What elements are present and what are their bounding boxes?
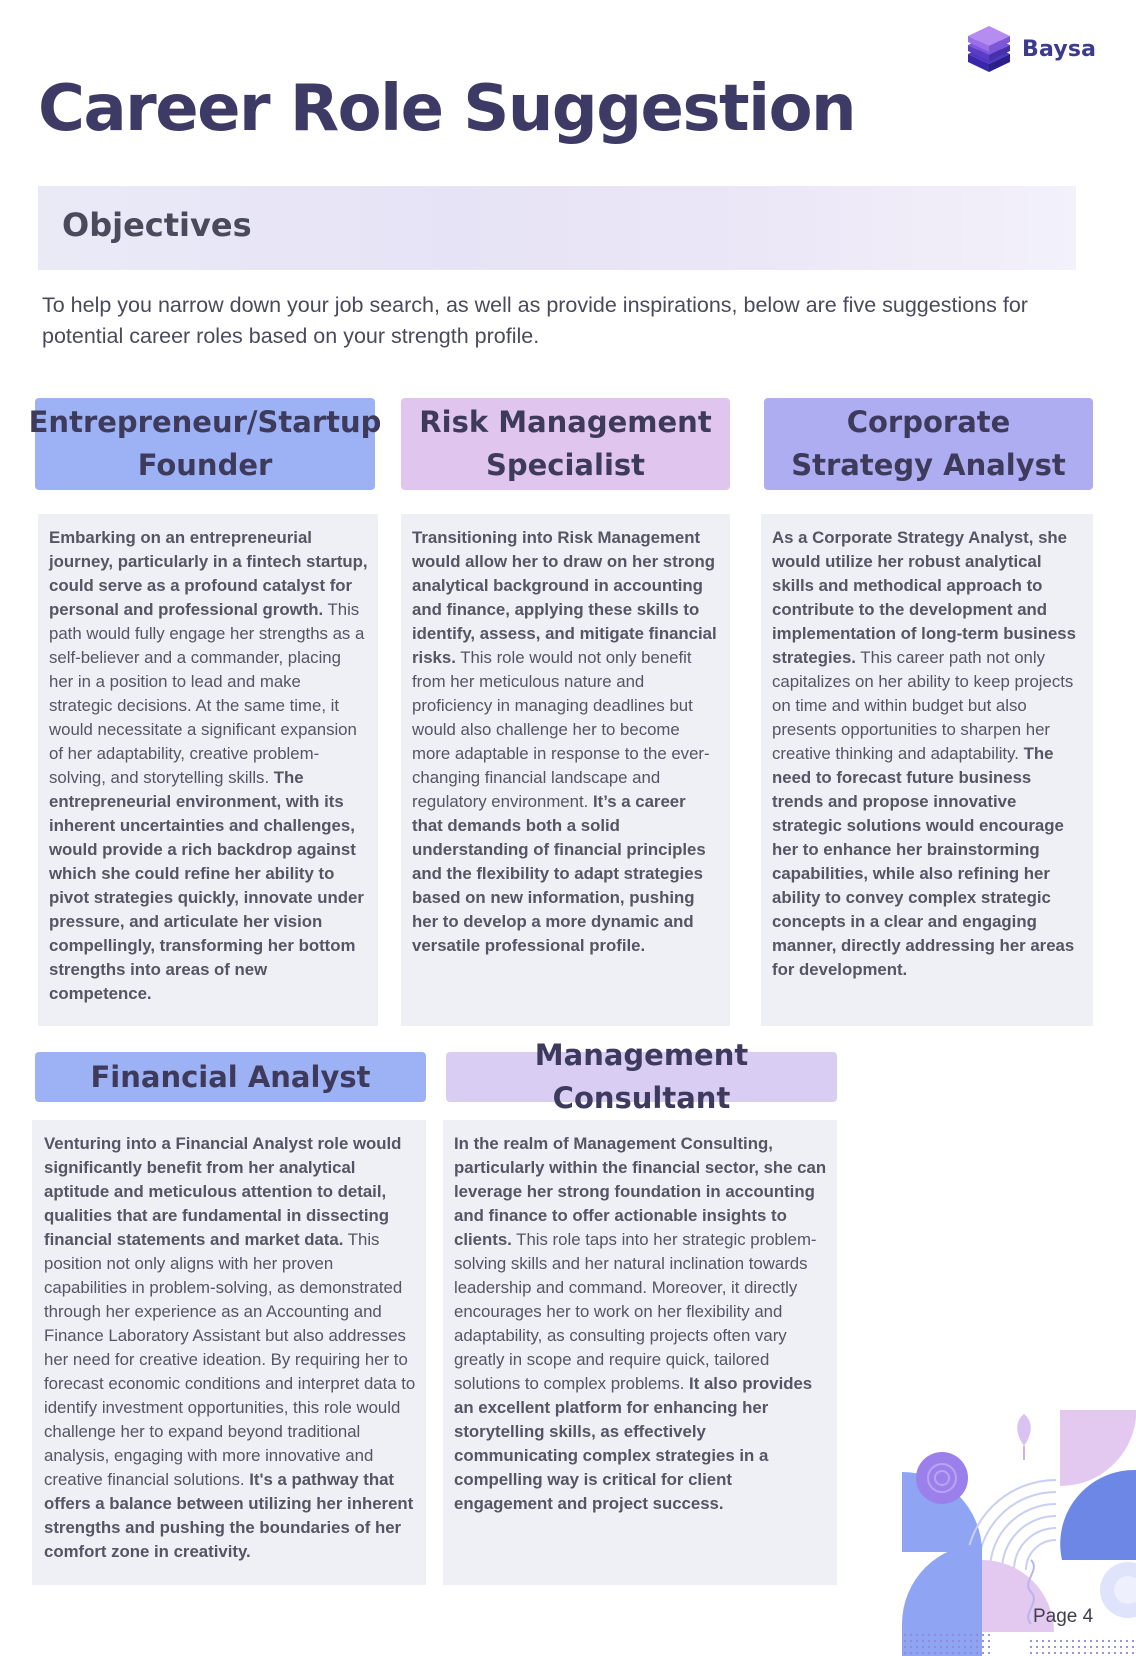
role-closing: It also provides an excellent platform for enhancing her storytelling skills, as effectively communicating complex strategies in a compelling way is critical for client engagement and project success. bbox=[454, 1374, 813, 1513]
role-title-management-consultant: Management Consultant bbox=[446, 1052, 837, 1102]
objectives-heading: Objectives bbox=[62, 206, 252, 244]
role-description-corporate-strategy bbox=[761, 514, 1093, 1026]
role-description-entrepreneur bbox=[38, 514, 378, 1026]
role-title-corporate-strategy: Corporate Strategy Analyst bbox=[764, 398, 1093, 490]
role-middle: This career path not only capitalizes on her ability to keep projects on time and within budget but also presents opportunities to sharpen her creative thinking and adaptability. bbox=[772, 648, 1074, 763]
page-title: Career Role Suggestion bbox=[38, 72, 856, 146]
role-closing: The need to forecast future business trends and propose innovative strategic solutions would encourage her to enhance her brainstorming capabilities, while also refining her ability to convey complex strategic concepts in a clear and engaging manner, directly addressing her areas for development. bbox=[772, 744, 1075, 979]
role-description-risk-management bbox=[401, 514, 730, 1026]
role-middle: This role would not only benefit from her meticulous nature and proficiency in managing deadlines but would also challenge her to become more adaptable in response to the ever-changing financial landscape and regulatory environment. bbox=[412, 648, 710, 811]
role-lead: Venturing into a Financial Analyst role would significantly benefit from her analytical aptitude and meticulous attention to detail, qualities that are fundamental in dissecting financial statements and market data. bbox=[44, 1134, 402, 1249]
role-lead: In the realm of Management Consulting, particularly within the financial sector, she can leverage her strong foundation in accounting and finance to offer actionable insights to clients. bbox=[454, 1134, 827, 1249]
stacked-cubes-logo-icon bbox=[964, 24, 1014, 74]
objectives-banner bbox=[38, 186, 1076, 270]
role-middle: This path would fully engage her strengths as a self-believer and a commander, placing her in a position to lead and make strategic decisions. At the same time, it would necessitate a significant expansion of her adaptability, creative problem-solving, and storytelling skills. bbox=[49, 600, 365, 787]
role-lead: Embarking on an entrepreneurial journey, particularly in a fintech startup, could serve as a profound catalyst for personal and professional growth. bbox=[49, 528, 368, 619]
role-title-entrepreneur: Entrepreneur/Startup Founder bbox=[35, 398, 375, 490]
brand-logo bbox=[964, 24, 1096, 74]
brand-name: Baysa bbox=[1022, 36, 1097, 62]
role-title-risk-management: Risk Management Specialist bbox=[401, 398, 730, 490]
role-closing: The entrepreneurial environment, with its inherent uncertainties and challenges, would provide a rich backdrop against which she could refine her ability to pivot strategies quickly, innovate under pressure, and articulate her vision compellingly, transforming her bottom strengths into areas of new competence. bbox=[49, 768, 364, 1003]
role-lead: As a Corporate Strategy Analyst, she would utilize her robust analytical skills and methodical approach to contribute to the development and implementation of long-term business strategies. bbox=[772, 528, 1076, 667]
role-description-management-consultant bbox=[443, 1120, 837, 1585]
role-title-financial-analyst: Financial Analyst bbox=[35, 1052, 426, 1102]
role-lead: Transitioning into Risk Management would allow her to draw on her strong analytical background in accounting and finance, applying these skills to identify, assess, and mitigate financial risks. bbox=[412, 528, 717, 667]
objectives-text: To help you narrow down your job search, as well as provide inspirations, below are five suggestions for potential career roles based on your strength profile. bbox=[42, 293, 1028, 348]
page-number: Page 4 bbox=[1033, 1606, 1094, 1627]
role-description-financial-analyst bbox=[32, 1120, 426, 1585]
abstract-geometric-decoration-icon bbox=[896, 1410, 1136, 1656]
role-middle: This position not only aligns with her proven capabilities in problem-solving, as demonstrated through her experience as an Accounting and Finance Laboratory Assistant but also addresses her need for creative ideation. By requiring her to forecast economic conditions and interpret data to identify investment opportunities, this role would challenge her to expand beyond traditional analysis, engaging with more innovative and creative financial solutions. bbox=[44, 1230, 416, 1489]
role-closing: It’s a career that demands both a solid understanding of financial principles and the flexibility to adapt strategies based on new information, pushing her to develop a more dynamic and versatile professional profile. bbox=[412, 792, 706, 955]
role-closing: It's a pathway that offers a balance between utilizing her inherent strengths and pushing the boundaries of her comfort zone in creativity. bbox=[44, 1470, 414, 1561]
role-middle: This role taps into her strategic problem-solving skills and her natural inclination towards leadership and command. Moreover, it directly encourages her to work on her flexibility and adaptability, as consulting projects often vary greatly in scope and require quick, tailored solutions to complex problems. bbox=[454, 1230, 817, 1393]
